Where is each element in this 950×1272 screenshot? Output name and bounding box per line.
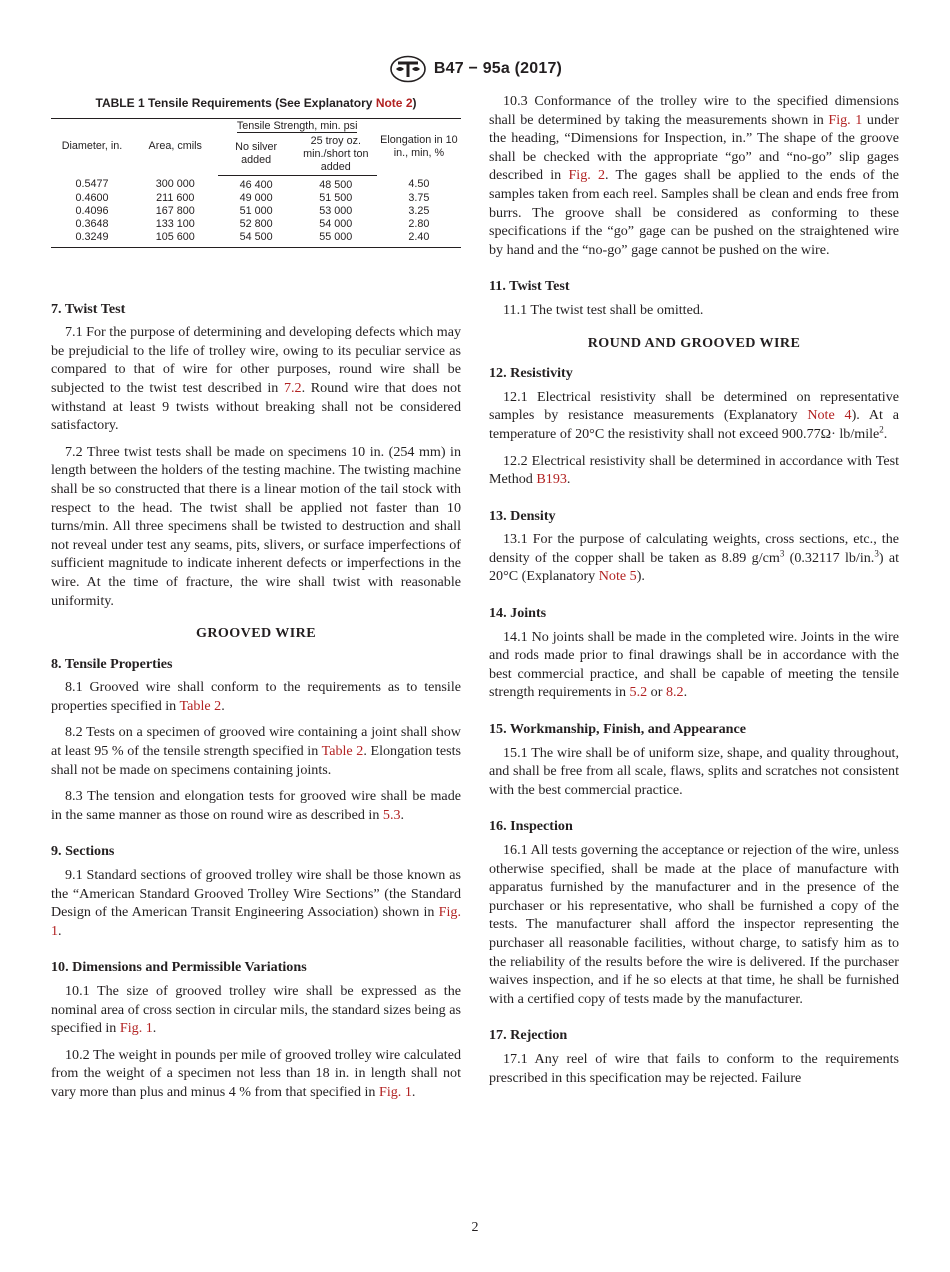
- table-1-caption: TABLE 1 Tensile Requirements (See Explanatory Note 2): [95, 96, 417, 110]
- right-column: [489, 92, 899, 1087]
- header-tensile-group: Tensile Strength, min. psi: [236, 119, 358, 132]
- paragraph-15-1: 15.1 The wire shall be of uniform size, shape, and quality throughout, and shall be free from all scale, flaws, splits and scratches not consistent with the best commercial practice.: [489, 744, 899, 798]
- fig-1-link[interactable]: Fig. 1: [119, 1020, 153, 1037]
- note-5-link[interactable]: Note 5: [598, 568, 637, 585]
- paragraph-13-1: 13.1 For the purpose of calculating weights, cross sections, etc., the density of the copper shall be taken as 8.89 $g/cm^3$ (0.32117 lb/in.$^3$) at 20°C (Explanatory Note 5).: [489, 531, 899, 585]
- left-column: [51, 92, 461, 1102]
- section-10-heading: 10. Dimensions and Permissible Variations: [51, 959, 307, 976]
- paragraph-10-2: 10.2 The weight in pounds per mile of grooved trolley wire calculated from the weight of a specimen not less than 18 in. in length shall not vary more than plus and minus 4 % from that specified in Fig. 1.: [51, 1046, 461, 1100]
- section-11-heading: 11. Twist Test: [489, 278, 570, 295]
- paragraph-17-1: 17.1 Any reel of wire that fails to conform to the requirements prescribed in this specification may be rejected. Failure: [489, 1050, 899, 1086]
- header-area: Area, cmils: [133, 118, 218, 175]
- table-2-link[interactable]: Table 2: [179, 697, 222, 714]
- section-8-heading: 8. Tensile Properties: [51, 655, 173, 672]
- paragraph-10-3: 10.3 Conformance of the trolley wire to the specified dimensions shall be determined by taking the measurements shown in Fig. 1 under the heading, “Dimensions for Inspection, in.” The shape of the groove shall be checked with the appropriate “go” and “no-go” slip gages described in Fig. 2. The gages shall be applied to the ends of the samples taken from each reel. Samples shall be clean and ends free from burrs. The groove shall be considered as conforming to these specifications if the “go” gage can be pushed on the straightened wire by hand and the “no-go” gage cannot be pushed on the wire.: [489, 93, 899, 258]
- paragraph-10-1: 10.1 The size of grooved trolley wire shall be expressed as the nominal area of cross section in circular mils, the standard sizes being as specified in Fig. 1.: [51, 983, 461, 1037]
- section-16-heading: 16. Inspection: [489, 818, 573, 835]
- note-2-link[interactable]: Note 2: [375, 96, 413, 110]
- table-row: 0.4600 211 600 49 000 51 500 3.75: [75, 191, 430, 204]
- tensile-requirements-table: [51, 118, 461, 248]
- paragraph-16-1: 16.1 All tests governing the acceptance or rejection of the wire, unless otherwise specified, shall be made at the place of manufacture with apparatus furnished by the manufacturer and in the presence of the purchaser or his representative, who shall be furnished a copy of the tests. The manufacturer shall afford the inspector representing the purchaser all reasonable facilities, without charge, to satisfy him as to the reliability of the results before the wire is delivered. If the purchaser waives inspection, and if he so elects at that time, he shall be furnished with a certified copy of tests made by the manufacturer.: [489, 842, 899, 1007]
- section-9-heading: 9. Sections: [51, 843, 115, 860]
- header-diameter: Diameter, in.: [51, 118, 133, 175]
- ref-5-3-link[interactable]: 5.3: [382, 806, 401, 823]
- paragraph-8-2: 8.2 Tests on a specimen of grooved wire containing a joint shall show at least 95 % of the tensile strength specified in Table 2. Elongation tests shall not be made on specimens containing joints.: [51, 724, 461, 778]
- paragraph-7-1: 7.1 For the purpose of determining and developing defects which may be prejudicial to the life of trolley wire, owing to its peculiar service as compared to that of wire for other purposes, round wire shall be subjected to the twist test described in 7.2. Round wire that does not withstand at least 9 twists without breaking shall not be considered satisfactory.: [51, 324, 461, 434]
- ref-7-2-link[interactable]: 7.2: [283, 379, 302, 396]
- fig-1-link[interactable]: Fig. 1: [828, 111, 863, 128]
- grooved-wire-title: GROOVED WIRE: [195, 625, 317, 642]
- paragraph-14-1: 14.1 No joints shall be made in the completed wire. Joints in the wire and rods made prior to final drawings shall be in accordance with the best commercial practice, and shall be capable of meeting the tensile strength requirements in 5.2 or 8.2.: [489, 628, 899, 701]
- header-no-silver: No silver added: [218, 134, 295, 176]
- paragraph-9-1: 9.1 Standard sections of grooved trolley wire shall be those known as the “American Standard Grooved Trolley Wire Sections” (the Standard Design of the American Transit Engineering Association) shown in Fig. 1.: [51, 867, 461, 939]
- section-15-heading: 15. Workmanship, Finish, and Appearance: [489, 721, 747, 738]
- note-4-link[interactable]: Note 4: [807, 407, 852, 424]
- ref-8-2-link[interactable]: 8.2: [665, 684, 684, 701]
- table-2-link[interactable]: Table 2: [321, 743, 364, 760]
- fig-1-link[interactable]: Fig. 1: [51, 904, 461, 939]
- document-id: B47 − 95a (2017): [433, 60, 563, 77]
- table-row: 0.3249 105 600 54 500 55 000 2.40: [51, 231, 461, 248]
- section-7-heading: 7. Twist Test: [51, 300, 126, 317]
- table-row: 0.3648 133 100 52 800 54 000 2.80: [75, 217, 430, 230]
- paragraph-7-2: 7.2 Three twist tests shall be made on specimens 10 in. (254 mm) in length between the holders of the testing machine. The twisting machine shall be so constructed that there is a linear motion of the tail stock with respect to the head. The twist shall be applied not faster than 10 turns/min. All three specimens shall be twisted to destruction and shall not reveal under test any seams, pits, slivers, or surface imperfections of sufficient magnitude to indicate inherent defects or imperfections in the wire. At the time of fracture, the wire shall twist with reasonable uniformity.: [51, 443, 461, 609]
- table-row: 0.4096 167 800 51 000 53 000 3.25: [75, 204, 430, 217]
- paragraph-12-2: 12.2 Electrical resistivity shall be determined in accordance with Test Method B193.: [489, 452, 899, 488]
- paragraph-8-3: 8.3 The tension and elongation tests for grooved wire shall be made in the same manner as those on round wire as described in 5.3.: [51, 788, 461, 823]
- paragraph-11-1: 11.1 The twist test shall be omitted.: [503, 301, 704, 318]
- header-elongation: Elongation in 10 in., min, %: [377, 118, 461, 175]
- fig-2-link[interactable]: Fig. 2: [568, 167, 606, 184]
- astm-logo-icon: [388, 55, 428, 83]
- header-troy: 25 troy oz. min./short ton added: [295, 134, 377, 176]
- fig-1-link[interactable]: Fig. 1: [379, 1083, 412, 1100]
- table-row: 0.5477 300 000 46 400 48 500 4.50: [75, 178, 430, 191]
- paragraph-12-1: 12.1 Electrical resistivity shall be determined on representative samples by resistance measurements (Explanatory Note 4). At a temperature of 20°C the resistivity shall not exceed 900.77Ω· lb/mile$^2$.: [489, 388, 900, 442]
- ref-5-2-link[interactable]: 5.2: [629, 684, 648, 701]
- round-and-grooved-wire-title: ROUND AND GROOVED WIRE: [587, 334, 801, 351]
- page-header: [0, 54, 950, 84]
- section-14-heading: 14. Joints: [489, 605, 547, 622]
- section-12-heading: 12. Resistivity: [489, 365, 573, 382]
- section-13-heading: 13. Density: [489, 507, 556, 524]
- b193-link[interactable]: B193: [536, 471, 567, 488]
- paragraph-8-1: 8.1 Grooved wire shall conform to the requirements as to tensile properties specified in Table 2.: [51, 679, 461, 714]
- section-17-heading: 17. Rejection: [489, 1027, 568, 1044]
- page-number: 2: [471, 1220, 479, 1235]
